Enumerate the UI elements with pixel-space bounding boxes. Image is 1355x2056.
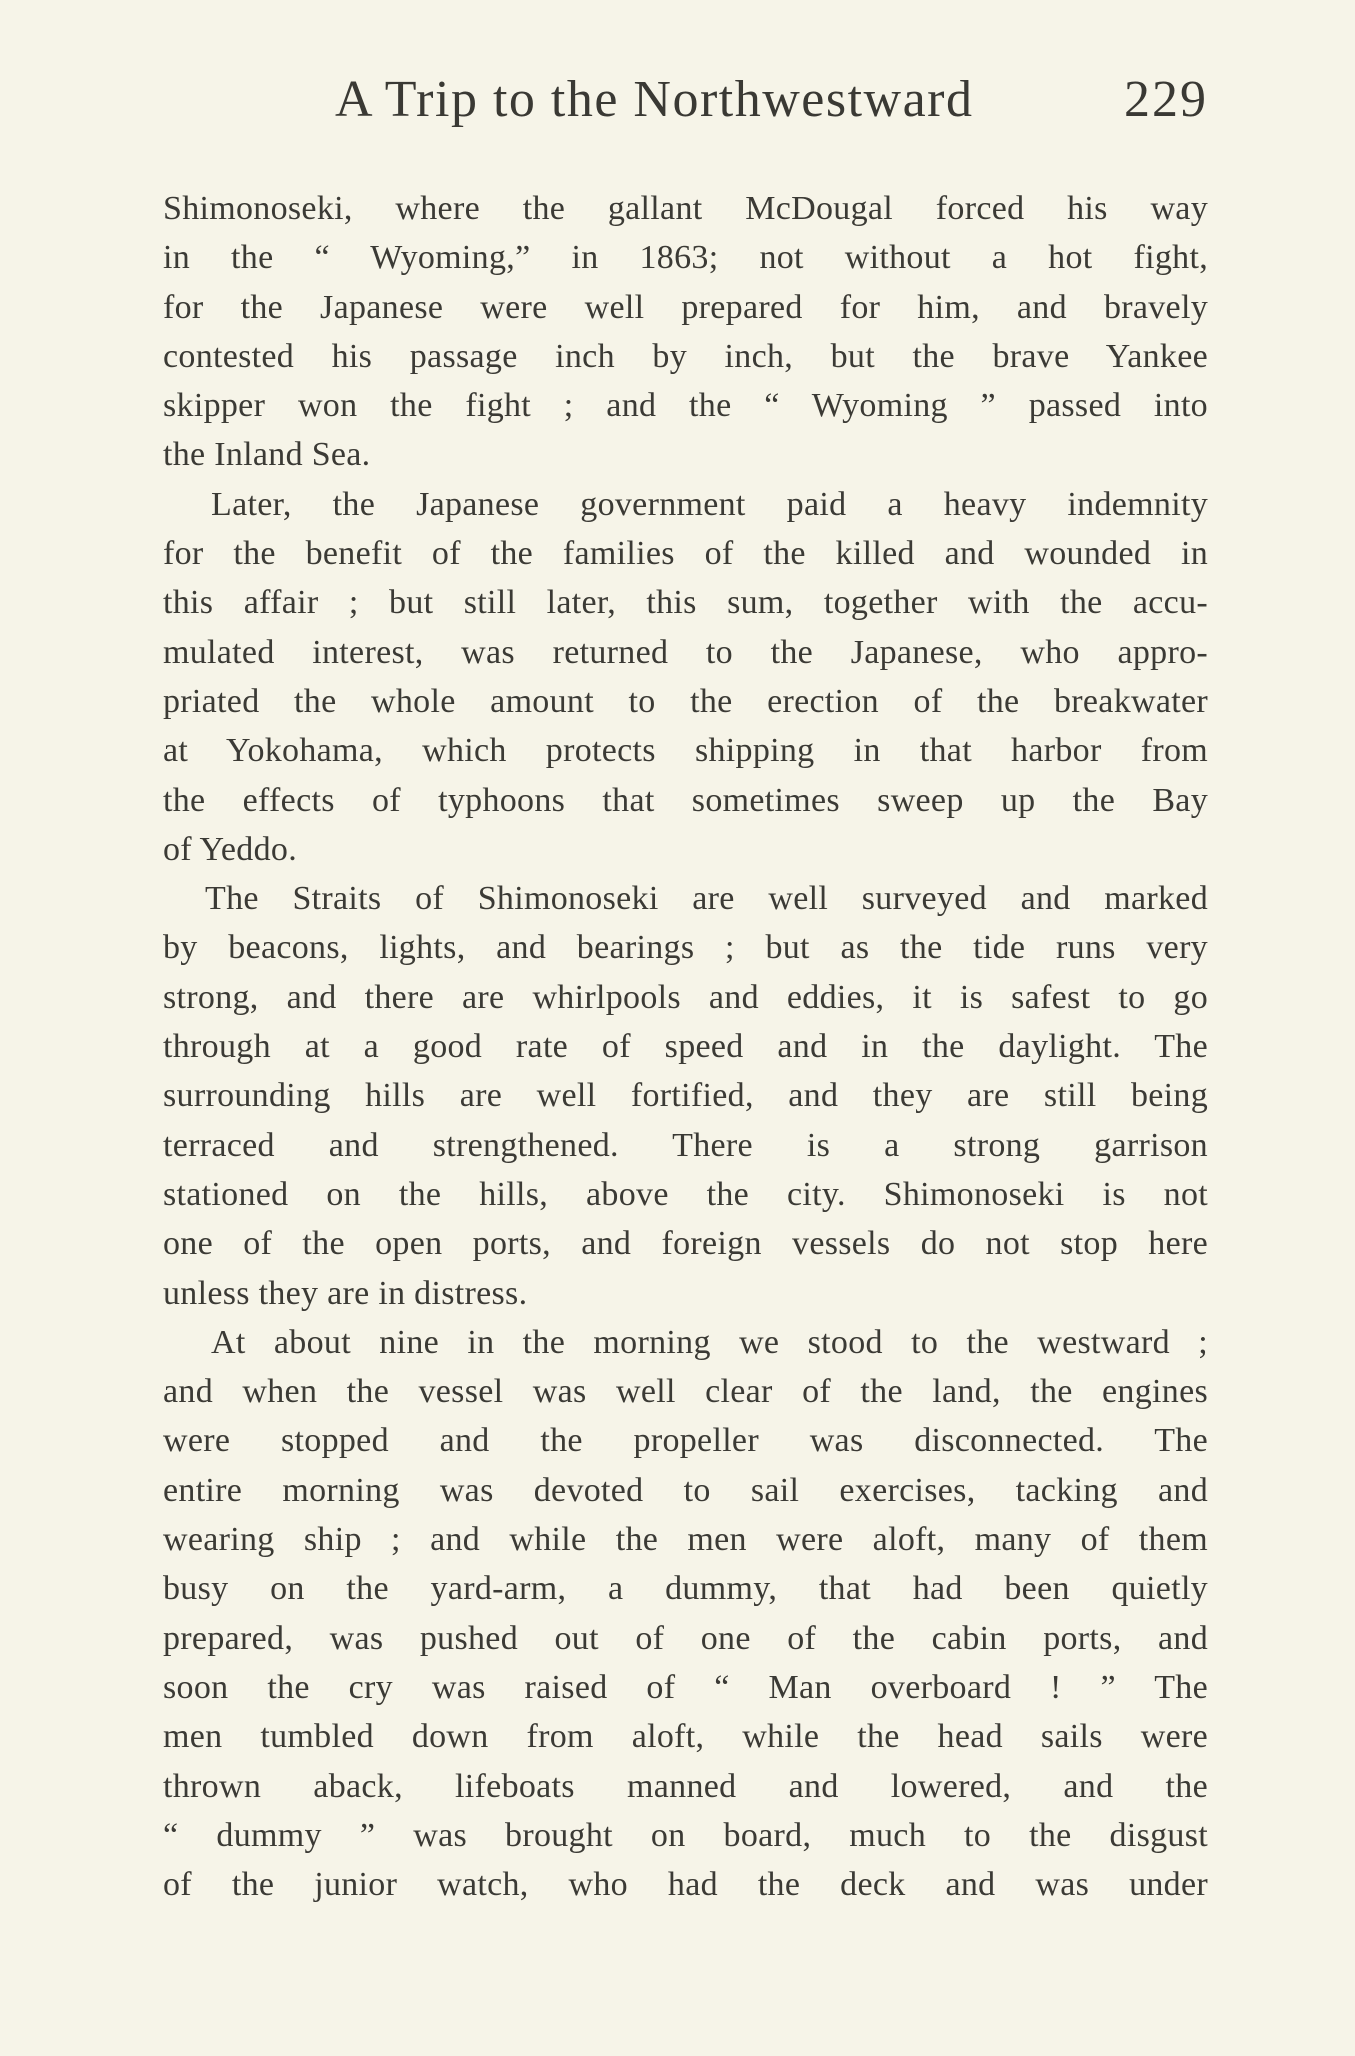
text-line: strong, and there are whirlpools and eddies, it is safest to go: [163, 978, 1208, 1016]
book-page: [163, 70, 1208, 1909]
text-line: through at a good rate of speed and in the daylight. The: [163, 1028, 1208, 1066]
text-line: by beacons, lights, and bearings ; but as the tide runs very: [163, 929, 1208, 967]
text-line: “ dummy ” was brought on board, much to the disgust: [163, 1816, 1208, 1854]
text-line: The Straits of Shimonoseki are well surveyed and marked: [205, 880, 1208, 918]
text-line: busy on the yard-arm, a dummy, that had been quietly: [163, 1570, 1208, 1608]
text-line: the Inland Sea.: [163, 436, 371, 474]
text-line: the effects of typhoons that sometimes sweep up the Bay: [163, 781, 1208, 819]
text-line: wearing ship ; and while the men were aloft, many of them: [163, 1521, 1208, 1559]
paragraph-3: [163, 874, 1208, 1318]
paragraph-1: [163, 184, 1208, 480]
text-line: men tumbled down from aloft, while the head sails were: [163, 1718, 1208, 1756]
text-line: of the junior watch, who had the deck and was under: [163, 1866, 1208, 1904]
text-line: contested his passage inch by inch, but the brave Yankee: [163, 337, 1208, 375]
running-head: [163, 70, 1208, 150]
text-line: priated the whole amount to the erection of the breakwater: [163, 682, 1208, 720]
text-line: Shimonoseki, where the gallant McDougal forced his way: [163, 190, 1208, 227]
text-line: At about nine in the morning we stood to the westward ;: [211, 1323, 1208, 1361]
paragraph-4: [163, 1318, 1208, 1910]
text-line: unless they are in distress.: [163, 1274, 528, 1312]
text-line: skipper won the fight ; and the “ Wyoming ” passed into: [163, 387, 1208, 425]
text-line: for the benefit of the families of the killed and wounded in: [163, 535, 1208, 573]
text-line: stationed on the hills, above the city. Shimonoseki is not: [163, 1175, 1208, 1213]
text-line: prepared, was pushed out of one of the cabin ports, and: [163, 1619, 1208, 1657]
text-line: thrown aback, lifeboats manned and lowered, and the: [163, 1767, 1208, 1805]
text-line: entire morning was devoted to sail exercises, tacking and: [163, 1471, 1208, 1509]
paragraph-2: [163, 480, 1208, 874]
text-line: one of the open ports, and foreign vessels do not stop here: [163, 1225, 1208, 1263]
text-line: Later, the Japanese government paid a heavy indemnity: [211, 485, 1208, 523]
text-line: for the Japanese were well prepared for him, and bravely: [163, 288, 1208, 326]
text-line: were stopped and the propeller was disconnected. The: [163, 1422, 1208, 1460]
running-title: A Trip to the Northwestward: [335, 71, 974, 128]
text-line: surrounding hills are well fortified, and they are still being: [163, 1077, 1208, 1115]
text-line: this affair ; but still later, this sum, together with the accu-: [163, 584, 1208, 622]
text-line: and when the vessel was well clear of the land, the engines: [163, 1373, 1208, 1411]
text-line: terraced and strengthened. There is a strong garrison: [163, 1126, 1208, 1164]
text-line: soon the cry was raised of “ Man overboard ! ” The: [163, 1668, 1208, 1706]
text-line: at Yokohama, which protects shipping in that harbor from: [163, 732, 1208, 770]
page-number: 229: [1124, 71, 1208, 128]
text-line: mulated interest, was returned to the Japanese, who appro-: [163, 633, 1208, 671]
text-line: of Yeddo.: [163, 830, 298, 868]
text-line: in the “ Wyoming,” in 1863; not without a hot fight,: [163, 239, 1208, 277]
